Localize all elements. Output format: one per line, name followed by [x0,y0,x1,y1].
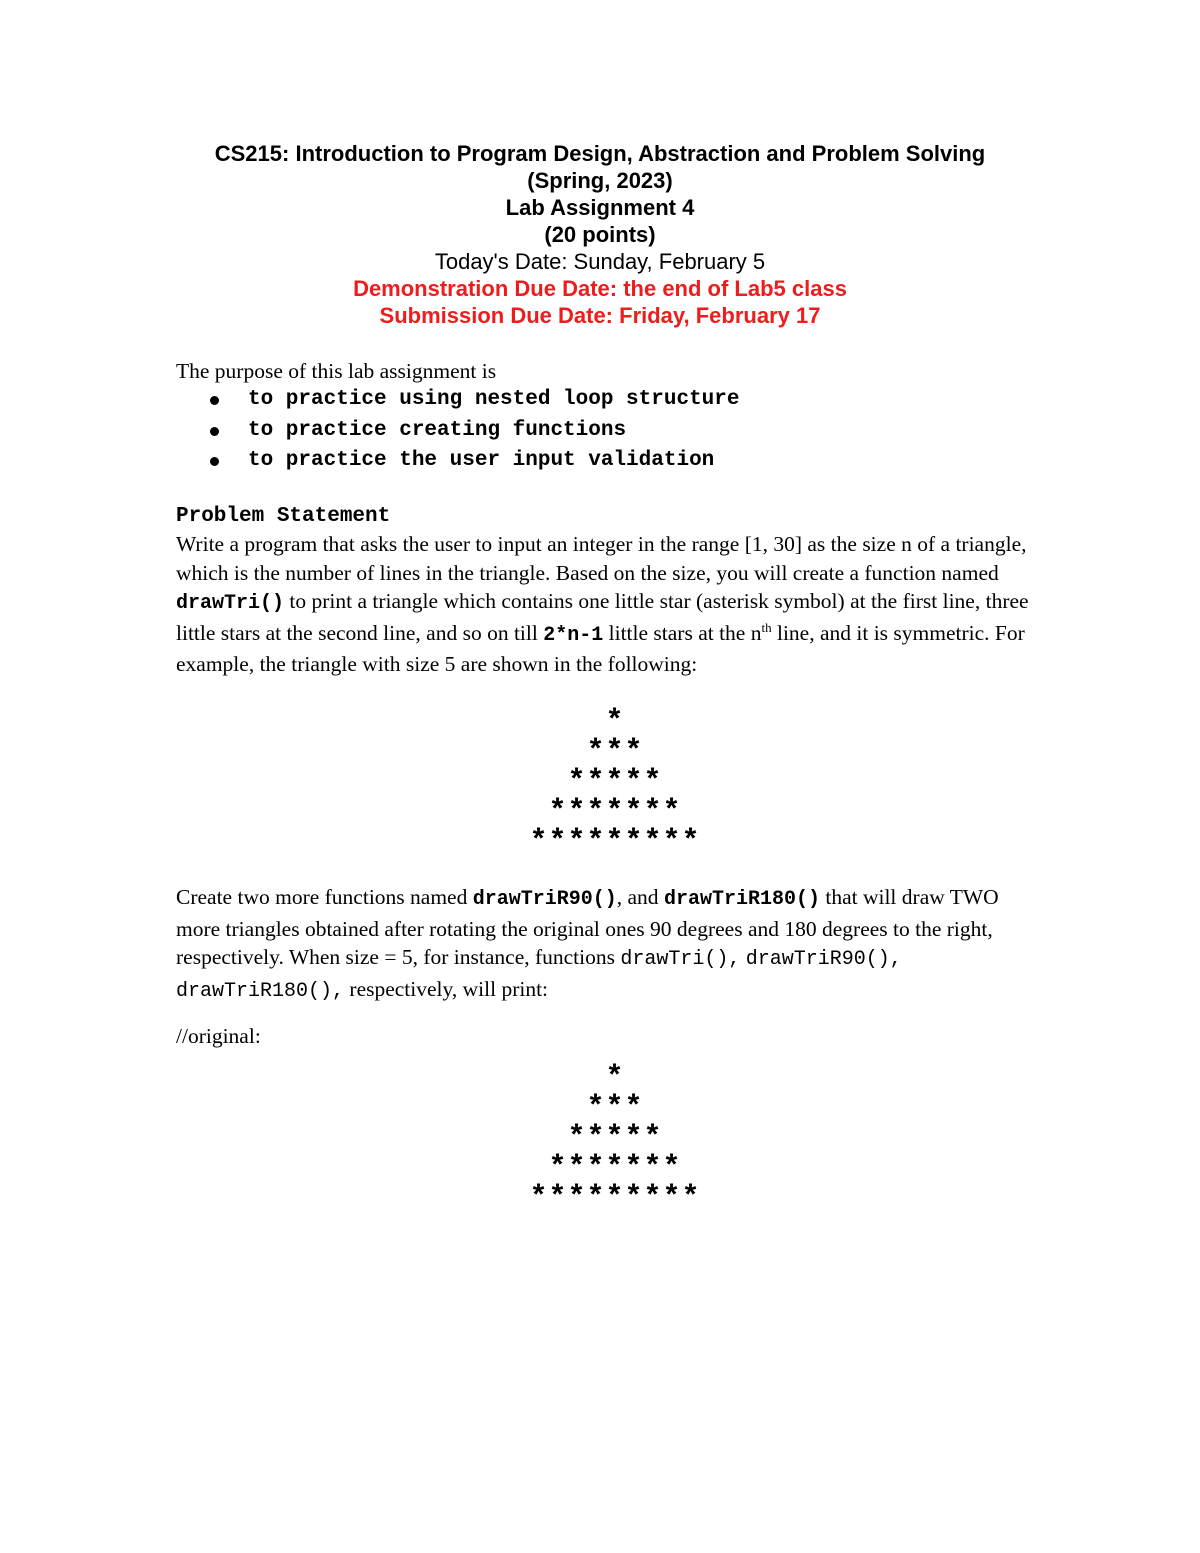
problem-paragraph-2 [176,883,1046,1006]
list-item-text: to practice the user input validation [248,449,715,472]
text-span: little stars at the n [603,620,762,645]
superscript: th [761,619,772,635]
triangle-row: *** [586,1091,644,1125]
assignment-title: Lab Assignment 4 [505,195,695,220]
triangle-example-1 [0,707,1200,857]
triangle-row: ******* [548,795,682,829]
list-item-text: to practice creating functions [248,418,627,442]
text-span: respectively, will print: [344,976,549,1001]
list-item [210,385,739,416]
triangle-row: * [605,705,625,739]
code-formula: 2*n-1 [543,623,604,647]
text-span: Create two more functions named [176,885,473,909]
problem-statement-heading: Problem Statement [176,505,391,528]
triangle-row: ********* [529,1181,701,1215]
bullet-icon [210,457,219,466]
triangle-row: * [605,1061,625,1095]
code-drawtrir180: drawTriR180() [663,888,820,911]
bullet-icon [210,396,219,405]
demonstration-due-date: Demonstration Due Date: the end of Lab5 class [353,276,847,301]
term: (Spring, 2023) [527,168,673,193]
triangle-row: ********* [529,825,701,859]
code-drawtri-call: drawTri(), [620,948,741,971]
document-header [0,140,1200,329]
submission-due-date: Submission Due Date: Friday, February 17 [379,303,821,328]
purpose-intro: The purpose of this lab assignment is [176,359,497,383]
text-span: Write a program that asks the user to input an integer in the range [1, 30] as the size n of a triangle, which is the number of lines in the triangle. Based on the size, you will create a function named [176,532,1027,585]
course-title: CS215: Introduction to Program Design, Abstraction and Problem Solving [214,141,986,166]
triangle-row: ******* [548,1151,682,1185]
code-drawtrir90: drawTriR90() [472,888,617,911]
purpose-list [210,385,739,477]
triangle-row: *** [586,735,644,769]
original-label: //original: [176,1024,261,1048]
triangle-row: ***** [567,765,663,799]
text-span: , and [616,885,664,909]
list-item [210,416,739,447]
todays-date: Today's Date: Sunday, February 5 [434,249,766,274]
bullet-icon [210,427,219,436]
list-item-text: to practice using nested loop structure [248,388,740,411]
triangle-row: ***** [567,1121,663,1155]
triangle-example-original [0,1063,1200,1213]
text-span: line, and it is symmetric. For example, the triangle with size 5 are shown in the following: [176,620,1025,676]
code-rotated-calls: drawTriR90(), drawTriR180(), [176,948,902,1003]
list-item [210,446,739,477]
points: (20 points) [544,222,656,247]
problem-paragraph-1 [176,530,1046,679]
code-drawtri: drawTri() [176,592,285,615]
text-span: to print a triangle which contains one little star (asterisk symbol) at the first line, three little stars at the second line, and so on till [176,589,1029,645]
text-span: that will draw TWO more triangles obtained after rotating the original ones 90 degrees and 180 degrees to the right, respectively. When size = 5, for instance, functions [176,885,999,969]
